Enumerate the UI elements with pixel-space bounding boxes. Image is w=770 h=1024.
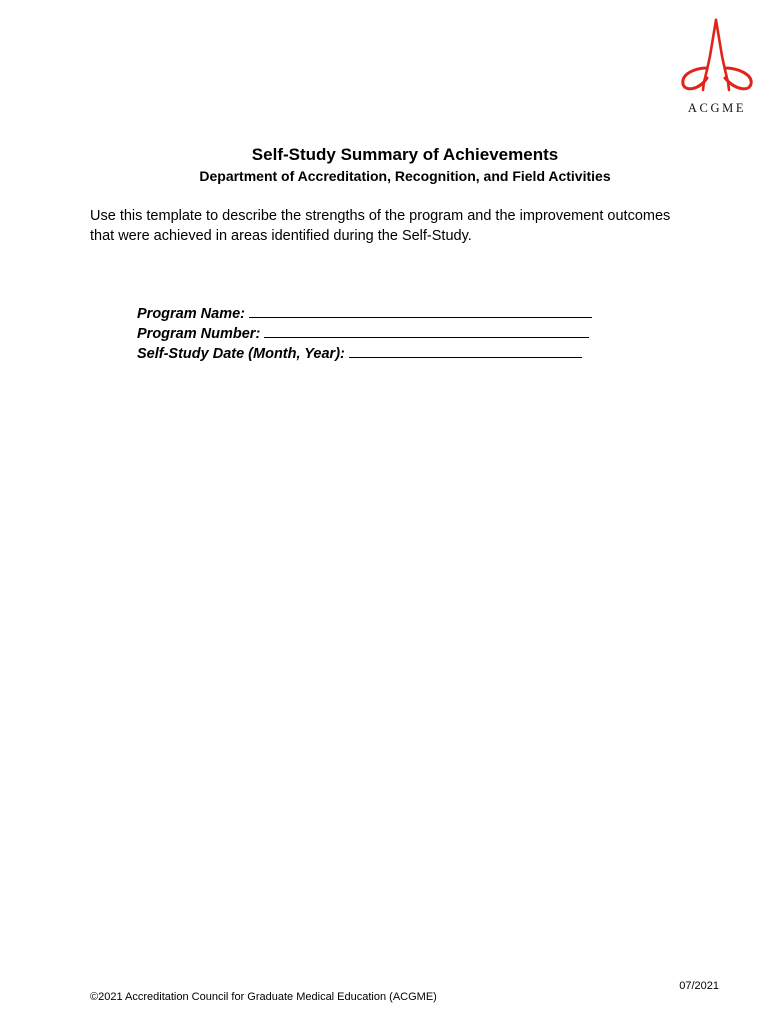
program-name-label: Program Name: — [137, 306, 245, 322]
footer-date: 07/2021 — [679, 980, 719, 992]
acgme-logo — [677, 18, 757, 118]
program-name-blank[interactable] — [249, 305, 592, 318]
intro-line-2: that were achieved in areas identified during the Self-Study. — [90, 228, 472, 244]
page-title: Self-Study Summary of Achievements — [251, 145, 559, 164]
program-number-blank[interactable] — [264, 325, 589, 338]
self-study-date-label: Self-Study Date (Month, Year): — [137, 346, 345, 362]
intro-line-1: Use this template to describe the strengths of the program and the improvement outcomes — [90, 208, 671, 224]
intro-paragraph — [90, 206, 730, 246]
logo-wordmark: ACGME — [687, 101, 747, 115]
footer-copyright: ©2021 Accreditation Council for Graduate Medical Education (ACGME) — [90, 991, 437, 1003]
self-study-date-row — [137, 344, 697, 364]
program-number-row — [137, 324, 697, 344]
program-number-label: Program Number: — [137, 326, 261, 342]
self-study-date-blank[interactable] — [349, 345, 582, 358]
program-name-row — [137, 304, 697, 324]
program-info-fields — [137, 304, 697, 364]
page-subtitle: Department of Accreditation, Recognition, and Field Activities — [199, 168, 611, 184]
acgme-logo-icon — [677, 18, 757, 100]
